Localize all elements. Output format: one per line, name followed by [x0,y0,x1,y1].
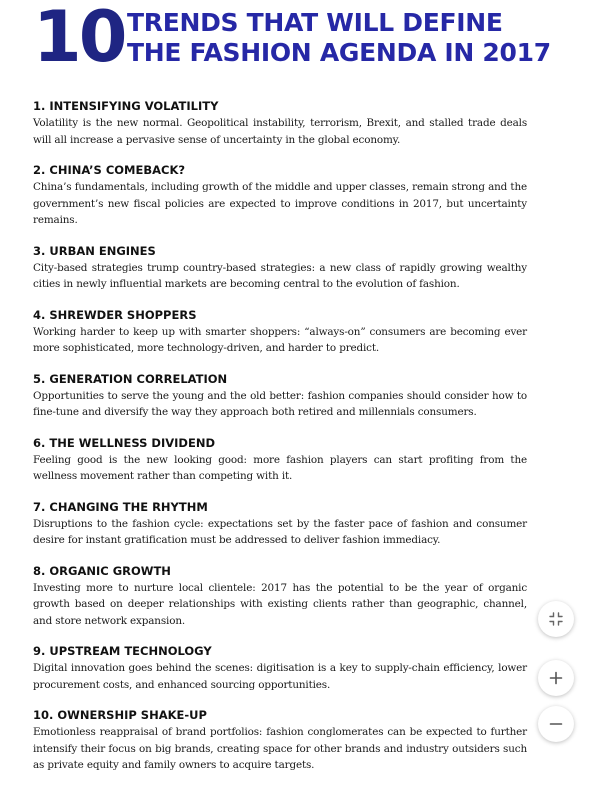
trend-heading: 8. ORGANIC GROWTH [33,563,171,578]
trend-heading: 1. INTENSIFYING VOLATILITY [33,99,219,113]
trend-heading: 4. SHREWDER SHOPPERS [33,307,197,322]
trend-body: Investing more to nurture local clientele: 2017 has the potential to be the year of organic growth based on deeper relationships with existing clients rather than geographic, channel, and store network expansion. [33,581,527,627]
trend-body: Feeling good is the new looking good: more fashion players can start profiting from the wellness movement rather than competing with it. [33,453,527,482]
trend-body: Disruptions to the fashion cycle: expectations set by the faster pace of fashion and consumer desire for instant gratification must be addressed to deliver fashion immediacy. [33,517,527,546]
trend-item [33,708,527,774]
zoom-out-button[interactable] [538,706,574,742]
trend-item [33,644,527,693]
trend-heading: 6. THE WELLNESS DIVIDEND [33,435,216,450]
trend-heading: 7. CHANGING THE RHYTHM [33,499,208,514]
trend-heading: 3. URBAN ENGINES [33,243,156,258]
trend-heading: 2. CHINA’S COMEBACK? [33,163,186,177]
header-title-line-2: THE FASHION AGENDA IN 2017 [127,38,551,67]
trend-body: Emotionless reappraisal of brand portfolios: fashion conglomerates can be expected to further intensify their focus on big brands, creating space for other brands and industry outsiders such as private equity and family owners to acquire targets. [33,726,527,771]
fit-page-button[interactable] [538,601,574,637]
collapse-arrows-icon [549,612,563,626]
trend-item [33,163,527,229]
trend-item [33,564,527,630]
plus-icon [549,671,563,685]
trend-heading: 9. UPSTREAM TECHNOLOGY [33,644,212,658]
trend-item [33,500,527,549]
trend-body: Digital innovation goes behind the scenes: digitisation is a key to supply-chain efficiency, lower procurement costs, and enhanced sourcing opportunities. [33,662,527,691]
trend-item [33,372,527,421]
trend-item [33,99,527,148]
trend-body: Volatility is the new normal. Geopolitical instability, terrorism, Brexit, and stalled trade deals will all increase a pervasive sense of uncertainty in the global economy. [33,117,527,146]
trend-item [33,308,527,357]
header-number: 10 [33,0,125,78]
trend-body: China’s fundamentals, including growth of the middle and upper classes, remain strong and the government’s new fiscal policies are expected to improve conditions in 2017, but uncertainty remains. [33,181,527,226]
trends-list [33,99,527,789]
page-header [33,0,593,78]
trend-body: Working harder to keep up with smarter shoppers: “always-on” consumers are becoming ever more sophisticated, more technology-driven, and harder to predict. [33,325,527,354]
trend-heading: 10. OWNERSHIP SHAKE-UP [33,708,207,722]
trend-item [33,244,527,293]
trend-body: City-based strategies trump country-based strategies: a new class of rapidly growing wealthy cities in newly influential markets are becoming central to the evolution of fashion. [33,261,527,290]
header-title-line-1: TRENDS THAT WILL DEFINE [127,8,503,37]
trend-body: Opportunities to serve the young and the old better: fashion companies should consider how to fine-tune and diversify the way they approach both retired and millennials consumers. [33,389,527,418]
trend-item [33,436,527,485]
trend-heading: 5. GENERATION CORRELATION [33,371,228,386]
zoom-in-button[interactable] [538,660,574,696]
minus-icon [549,717,563,731]
